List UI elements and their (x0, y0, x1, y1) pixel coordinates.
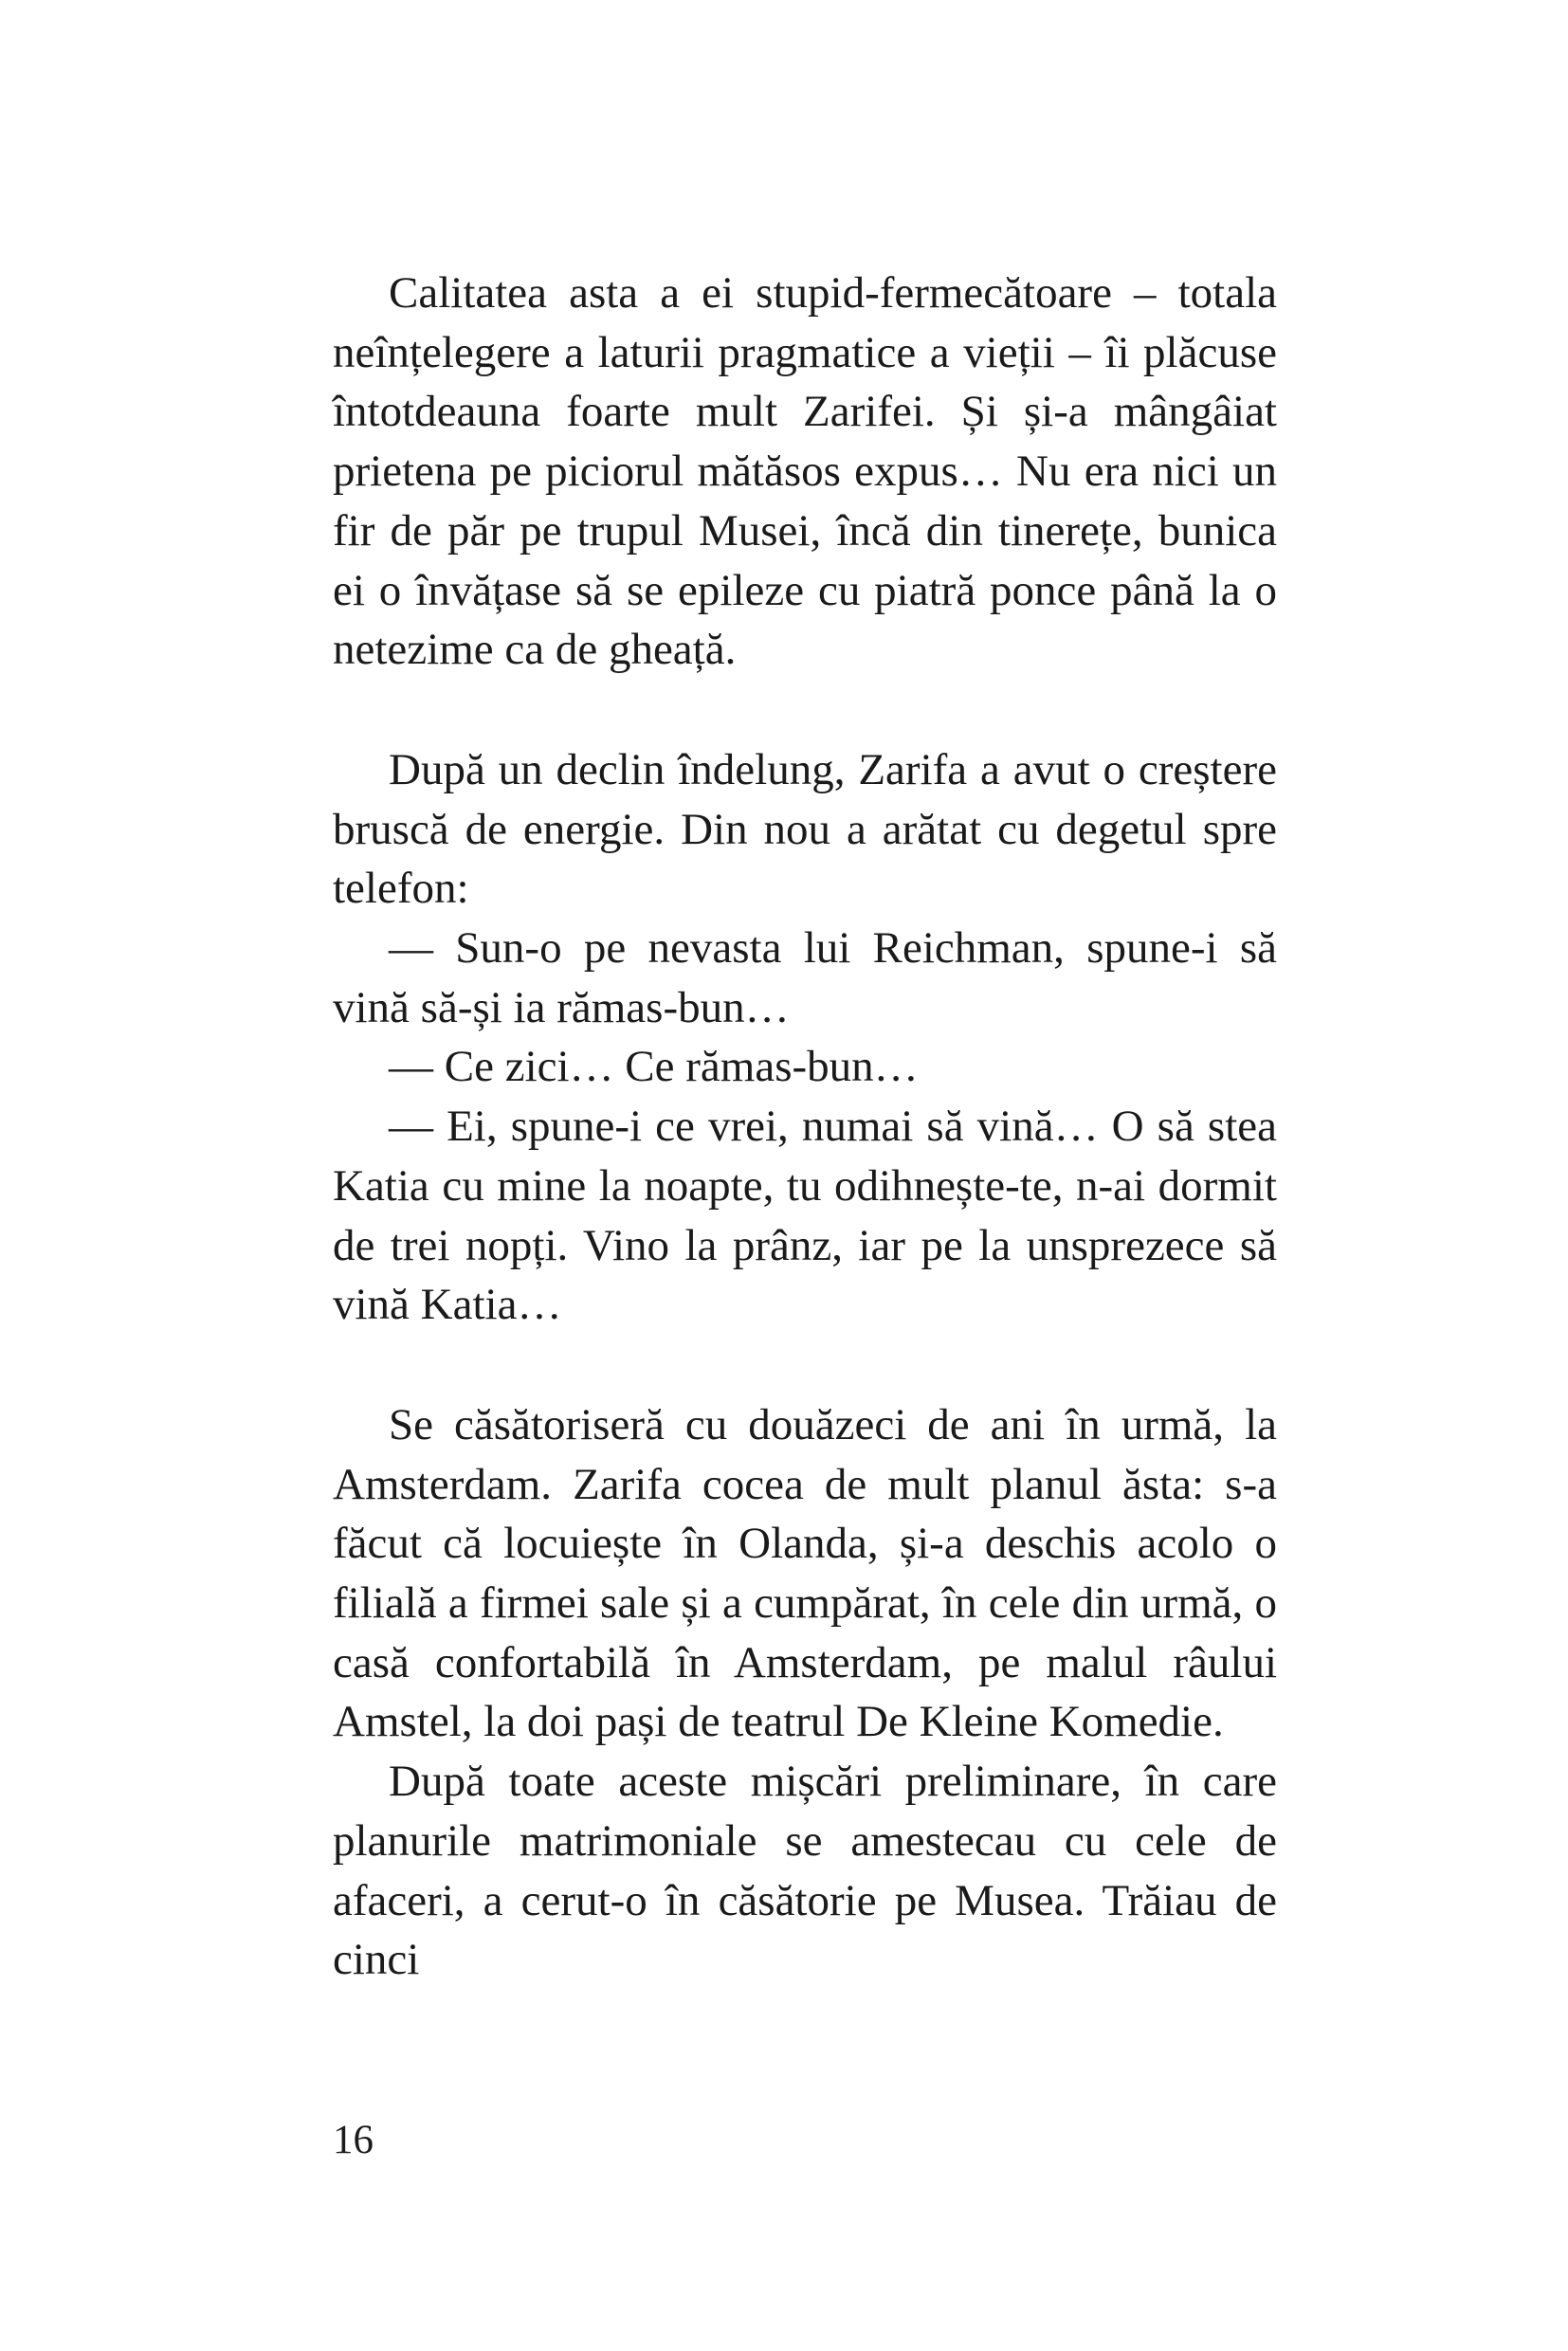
dialogue-line-1: — Sun-o pe nevasta lui Reichman, spune-i să vină să-și ia rămas-bun… (333, 923, 1277, 1032)
dialogue-line-2: — Ce zici… Ce rămas-bun… (389, 1042, 919, 1092)
paragraph-2: După un declin îndelung, Zarifa a avut o creștere bruscă de energie. Din nou a arătat cu degetul spre telefon: (333, 744, 1277, 914)
body-text (333, 264, 1277, 1990)
paragraph-1: Calitatea asta a ei stupid-fermecătoare – totala neînțelegere a laturii pragmatice a vieții – îi plăcuse întotdeauna foarte mult Zarifei. Și și-a mângâiat prietena pe piciorul mătăsos expus… Nu era nici un fir de păr pe trupul Musei, încă din tinerețe, bunica ei o învățase să se epileze cu piatră ponce până la o netezime ca de gheață. (333, 268, 1277, 675)
paragraph-4: După toate aceste mișcări preliminare, în care planurile matrimoniale se amestecau cu cele de afaceri, a cerut-o în căsătorie pe Musea. Trăiau de cinci (333, 1757, 1277, 1985)
page-number: 16 (333, 2118, 374, 2162)
dialogue-line-3: — Ei, spune-i ce vrei, numai să vină… O să stea Katia cu mine la noapte, tu odihnește-te, n-ai dormit de trei nopți. Vino la prânz, iar pe la unsprezece să vină Katia… (333, 1102, 1277, 1330)
paragraph-3: Se căsătoriseră cu douăzeci de ani în urmă, la Amsterdam. Zarifa cocea de mult planul ăsta: s-a făcut că locuiește în Olanda, și-a deschis acolo o filială a firmei sale și a cumpărat, în cele din urmă, o casă confortabilă în Amsterdam, pe malul râului Amstel, la doi pași de teatrul De Kleine Komedie. (333, 1399, 1277, 1747)
